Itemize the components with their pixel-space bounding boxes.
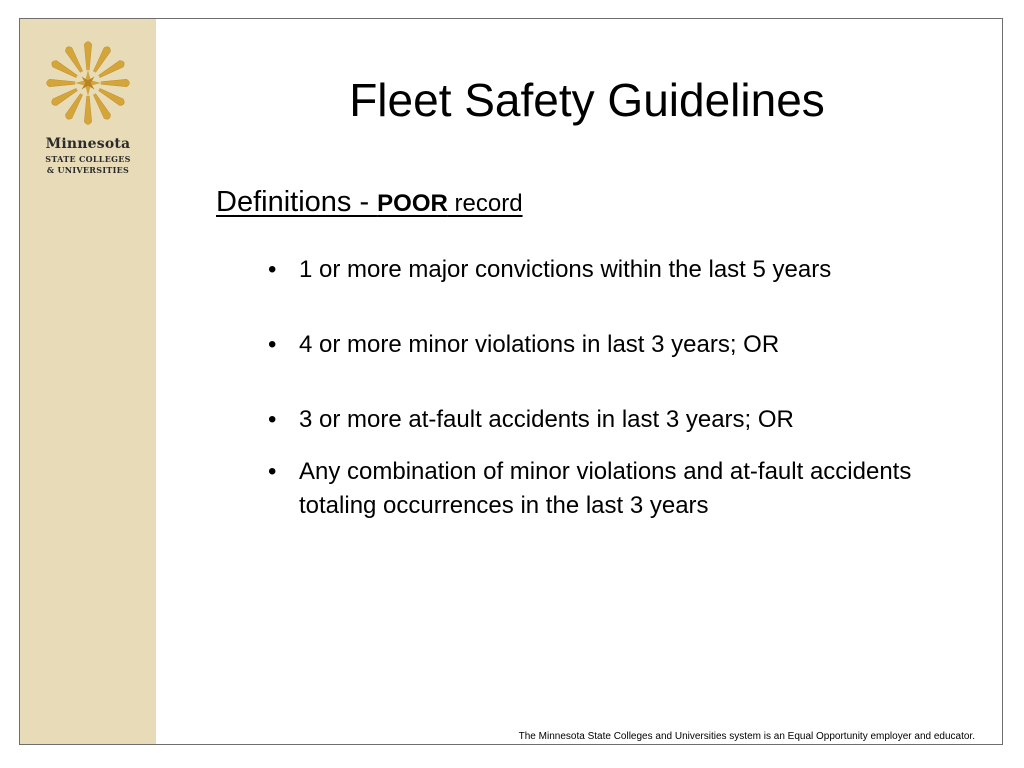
- bullet-marker: •: [268, 406, 277, 433]
- org-name-line1: Minnesota: [45, 136, 131, 152]
- bullet-marker: •: [268, 458, 277, 485]
- org-name-line2: STATE COLLEGES: [45, 154, 131, 164]
- slide: [19, 18, 1003, 745]
- bullet-item: [268, 328, 968, 362]
- bullet-item: [268, 403, 968, 437]
- section-heading-emphasis: POOR: [377, 190, 448, 217]
- bullet-marker: •: [268, 256, 277, 283]
- bullet-item: [268, 253, 968, 287]
- sidebar: [20, 19, 156, 744]
- org-name-line3: & UNIVERSITIES: [46, 165, 130, 175]
- footer-notice: The Minnesota State Colleges and Universities system is an Equal Opportunity employer and educator.: [518, 731, 975, 742]
- bullet-text: 3 or more at-fault accidents in last 3 years; OR: [299, 406, 794, 433]
- bullet-marker: •: [268, 331, 277, 358]
- star-sun-logo-icon: [42, 37, 134, 129]
- section-heading: [216, 186, 523, 219]
- bullet-text: 1 or more major convictions within the last 5 years: [299, 256, 832, 283]
- bullet-item: [268, 455, 968, 523]
- slide-title: Fleet Safety Guidelines: [349, 74, 825, 126]
- bullet-text: 4 or more minor violations in last 3 years; OR: [299, 331, 780, 358]
- bullet-text: Any combination of minor violations and at-fault accidents totaling occurrences in the last 3 years: [299, 458, 912, 519]
- section-heading-suffix: record: [447, 190, 523, 217]
- section-heading-prefix: Definitions -: [216, 186, 378, 218]
